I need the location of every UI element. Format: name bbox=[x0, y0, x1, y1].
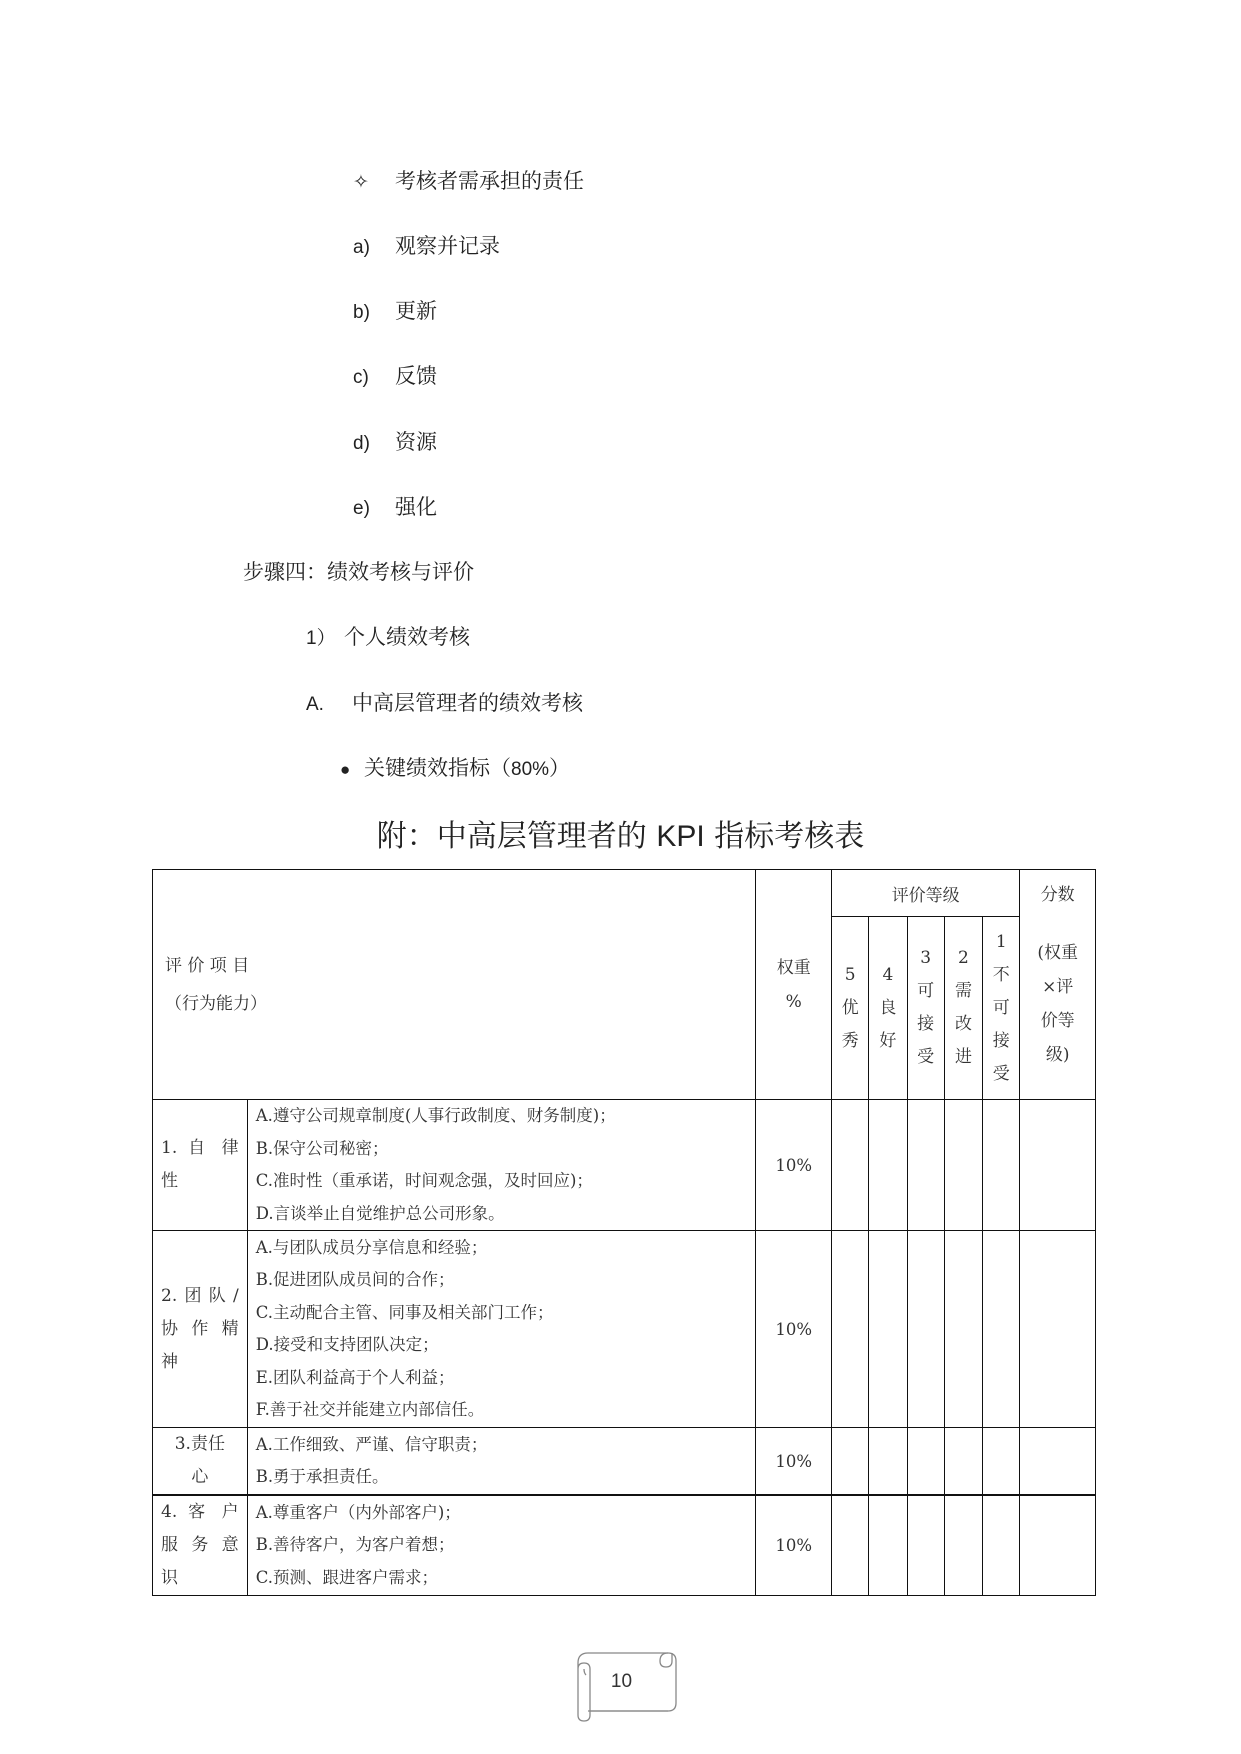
rating-cell-4[interactable] bbox=[869, 1428, 907, 1496]
table-title-post: 指标考核表 bbox=[714, 819, 865, 854]
row-weight: 10% bbox=[756, 1231, 832, 1428]
header-score-line3: 价等 bbox=[1040, 1011, 1075, 1031]
list-item-text: 观察并记录 bbox=[395, 234, 500, 258]
score-cell[interactable] bbox=[1020, 1428, 1096, 1496]
responsibility-heading bbox=[353, 167, 584, 197]
rating-cell-4[interactable] bbox=[869, 1231, 907, 1428]
score-cell[interactable] bbox=[1020, 1100, 1096, 1231]
bullet-text-pre: 关键绩效指标（ bbox=[364, 756, 511, 780]
header-score-line4: 级) bbox=[1045, 1045, 1070, 1065]
list-marker: e) bbox=[353, 498, 370, 519]
list-marker: d) bbox=[353, 433, 370, 454]
header-rating-group: 评价等级 bbox=[832, 870, 1020, 917]
header-weight-line2: % bbox=[785, 991, 802, 1012]
level-2-header: 2 需 改 进 bbox=[944, 917, 982, 1100]
row-items: A.与团队成员分享信息和经验； B.促进团队成员间的合作； C.主动配合主管、同事及相关部门工作； D.接受和支持团队决定； E.团队利益高于个人利益； F.善于社交并能建立内部信任。 bbox=[247, 1231, 756, 1428]
table-row bbox=[153, 1231, 1096, 1428]
header-weight bbox=[756, 870, 832, 1100]
table-title-pre: 附：中高层管理者的 bbox=[376, 819, 647, 854]
kpi-table bbox=[152, 869, 1096, 1596]
step-heading: 步骤四：绩效考核与评价 bbox=[243, 560, 474, 584]
list-item-text: 更新 bbox=[395, 299, 437, 323]
rating-cell-5[interactable] bbox=[832, 1428, 869, 1496]
header-score-line2: ×评 bbox=[1042, 977, 1074, 997]
bullet-text-post: ） bbox=[549, 756, 571, 780]
table-title-latin: KPI bbox=[656, 820, 705, 853]
header-item-line1: 评 价 项 目 bbox=[165, 955, 250, 976]
rating-cell-2[interactable] bbox=[944, 1100, 982, 1231]
score-cell[interactable] bbox=[1020, 1231, 1096, 1428]
page-number: 10 bbox=[610, 1671, 633, 1692]
subsection-marker: 1） bbox=[306, 628, 336, 649]
row-category: 3.责任 心 bbox=[153, 1428, 248, 1496]
level-3-header: 3 可 接 受 bbox=[907, 917, 944, 1100]
responsibility-title: 考核者需承担的责任 bbox=[395, 169, 584, 193]
list-marker: c) bbox=[353, 367, 369, 388]
bullet-dot-icon: ● bbox=[340, 760, 351, 779]
rating-cell-2[interactable] bbox=[944, 1495, 982, 1596]
level-4-header: 4 良 好 bbox=[869, 917, 907, 1100]
table-row bbox=[153, 1428, 1096, 1496]
list-item bbox=[353, 493, 437, 523]
level-5-header: 5 优 秀 bbox=[832, 917, 869, 1100]
section-title: 中高层管理者的绩效考核 bbox=[352, 691, 583, 715]
row-items: A.遵守公司规章制度(人事行政制度、财务制度)； B.保守公司秘密； C.准时性（重承诺，时间观念强，及时回应)； D.言谈举止自觉维护总公司形象。 bbox=[247, 1100, 756, 1231]
table-row bbox=[153, 1495, 1096, 1596]
row-category: 1. 自 律 性 bbox=[153, 1100, 248, 1231]
level-1-header: 1 不 可 接 受 bbox=[983, 917, 1020, 1100]
rating-cell-3[interactable] bbox=[907, 1100, 944, 1231]
rating-cell-5[interactable] bbox=[832, 1100, 869, 1231]
table-title bbox=[0, 817, 1241, 857]
subsection-title: 个人绩效考核 bbox=[344, 625, 470, 649]
row-weight: 10% bbox=[756, 1428, 832, 1496]
score-cell[interactable] bbox=[1020, 1495, 1096, 1596]
bullet-item bbox=[340, 754, 570, 784]
subsection-heading bbox=[306, 623, 470, 653]
list-item-text: 资源 bbox=[395, 430, 437, 454]
row-weight: 10% bbox=[756, 1495, 832, 1596]
rating-cell-2[interactable] bbox=[944, 1231, 982, 1428]
list-item bbox=[353, 362, 437, 392]
bullet-text-num: 80% bbox=[511, 759, 550, 780]
row-weight: 10% bbox=[756, 1100, 832, 1231]
rating-cell-4[interactable] bbox=[869, 1100, 907, 1231]
table-row bbox=[153, 1100, 1096, 1231]
list-marker: a) bbox=[353, 237, 370, 258]
table-header-row bbox=[153, 870, 1096, 917]
row-items: A.尊重客户（内外部客户)； B.善待客户，为客户着想； C.预测、跟进客户需求； bbox=[247, 1495, 756, 1596]
list-marker: b) bbox=[353, 302, 370, 323]
rating-cell-3[interactable] bbox=[907, 1428, 944, 1496]
star-bullet-icon: ✧ bbox=[353, 172, 369, 193]
list-item-text: 反馈 bbox=[395, 364, 437, 388]
rating-cell-1[interactable] bbox=[983, 1495, 1020, 1596]
rating-cell-5[interactable] bbox=[832, 1495, 869, 1596]
rating-cell-1[interactable] bbox=[983, 1100, 1020, 1231]
row-category: 4. 客 户 服 务 意 识 bbox=[153, 1495, 248, 1596]
header-score-line1: (权重 bbox=[1037, 943, 1078, 963]
rating-cell-2[interactable] bbox=[944, 1428, 982, 1496]
section-marker: A. bbox=[306, 694, 324, 715]
header-score bbox=[1020, 870, 1096, 1100]
header-weight-line1: 权重 bbox=[776, 957, 811, 978]
rating-cell-4[interactable] bbox=[869, 1495, 907, 1596]
page-number-badge bbox=[564, 1643, 679, 1723]
rating-cell-1[interactable] bbox=[983, 1428, 1020, 1496]
list-item bbox=[353, 428, 437, 458]
list-item-text: 强化 bbox=[395, 495, 437, 519]
header-evaluation-item bbox=[153, 870, 756, 1100]
rating-cell-5[interactable] bbox=[832, 1231, 869, 1428]
row-category: 2.团队/ 协 作 精 神 bbox=[153, 1231, 248, 1428]
row-items: A.工作细致、严谨、信守职责； B.勇于承担责任。 bbox=[247, 1428, 756, 1496]
section-heading bbox=[306, 689, 583, 719]
rating-cell-3[interactable] bbox=[907, 1495, 944, 1596]
header-item-line2: （行为能力） bbox=[165, 993, 267, 1014]
rating-cell-1[interactable] bbox=[983, 1231, 1020, 1428]
list-item bbox=[353, 232, 500, 262]
header-score-title: 分数 bbox=[1040, 885, 1075, 905]
list-item bbox=[353, 297, 437, 327]
rating-cell-3[interactable] bbox=[907, 1231, 944, 1428]
